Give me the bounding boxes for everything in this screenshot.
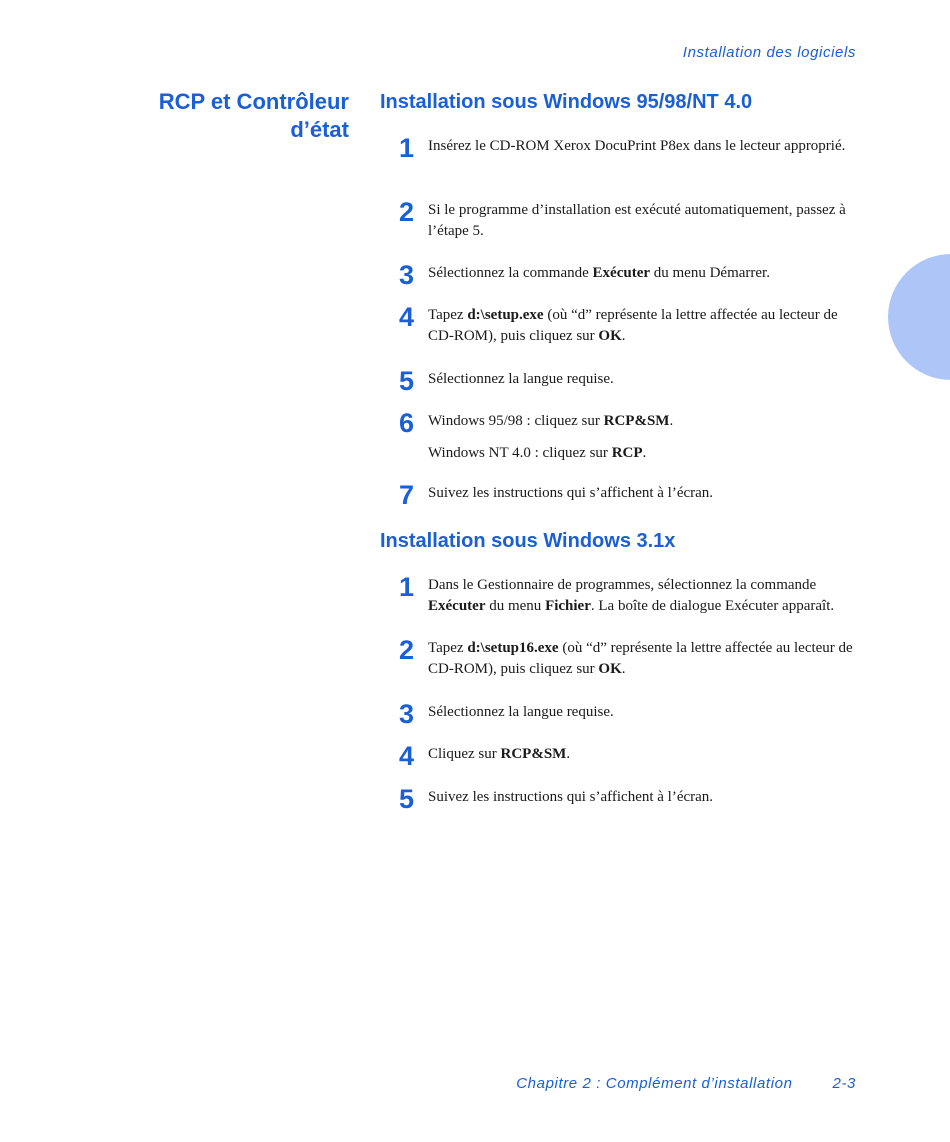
step-text-fragment: Tapez [428,640,468,656]
step-text-fragment: . [642,445,647,461]
step-paragraph [428,411,858,432]
step-text-fragment: Windows 95/98 : cliquez sur [428,413,604,429]
step-text [428,638,858,680]
step-bold-text: RCP&SM [500,746,567,762]
step-paragraph [428,369,858,390]
step-paragraph [428,136,858,157]
step-number: 3 [399,699,415,729]
step-number: 4 [399,741,415,771]
step-paragraph [428,744,858,765]
side-title-line2: d’état [290,117,349,142]
step-paragraph [428,702,858,723]
step-text-fragment: . [669,413,674,429]
step-paragraph [428,443,858,464]
step-number: 4 [399,302,415,332]
step-text [428,787,858,808]
step-number: 2 [399,635,415,665]
step-number: 3 [399,260,415,290]
step-text-fragment: Suivez les instructions qui s’affichent à l’écran. [428,485,714,501]
step-number: 1 [399,133,415,163]
step-text-fragment: du menu [485,598,546,614]
step-text [428,411,858,464]
step-text-fragment: (où “d” représente la lettre affectée au lecteur de CD-ROM), puis cliquez sur [428,307,838,344]
step-text [428,369,858,390]
step-text-fragment: Insérez le CD-ROM Xerox DocuPrint P8ex dans le lecteur approprié. [428,138,846,154]
side-title-line1: RCP et Contrôleur [158,89,349,114]
step-text-fragment: (où “d” représente la lettre affectée au lecteur de CD-ROM), puis cliquez sur [428,640,853,677]
step-text [428,305,858,347]
step-text-fragment: . [566,746,571,762]
footer-chapter: Chapitre 2 : Complément d’installation [516,1075,793,1092]
step-paragraph [428,263,858,284]
step-bold-text: RCP [611,445,643,461]
step-paragraph [428,638,858,680]
step-number: 1 [399,572,415,602]
step-number: 5 [399,784,415,814]
step-text [428,483,858,504]
step-text-fragment: du menu Démarrer. [650,265,770,281]
section-windows-31x [380,527,860,814]
step-bold-text: Exécuter [428,598,486,614]
step-text [428,575,858,617]
step-bold-text: d:\setup.exe [467,307,544,323]
page-number: 2-3 [832,1075,856,1092]
step-bold-text: OK [598,661,622,677]
step-bold-text: Exécuter [592,265,651,281]
step-text-fragment: Tapez [428,307,468,323]
section-heading: Installation sous Windows 3.1x [380,530,676,552]
step-text [428,263,858,284]
step-number: 6 [399,408,415,438]
section-windows-95-98-nt [380,88,860,510]
step-number: 5 [399,366,415,396]
chapter-tab-marker [888,254,950,380]
step-bold-text: RCP&SM [603,413,670,429]
step-bold-text: d:\setup16.exe [467,640,559,656]
step-text-fragment: . [621,328,626,344]
step-paragraph [428,483,858,504]
section-heading: Installation sous Windows 95/98/NT 4.0 [380,91,753,113]
step-text-fragment: . [621,661,626,677]
step-text-fragment: Si le programme d’installation est exécuté automatiquement, passez à l’étape 5. [428,202,846,239]
step-number: 7 [399,480,415,510]
side-title [109,88,349,144]
step-text-fragment: . La boîte de dialogue Exécuter apparaît. [590,598,835,614]
step-text-fragment: Cliquez sur [428,746,501,762]
step-text-fragment: Dans le Gestionnaire de programmes, sélectionnez la commande [428,577,817,593]
page-footer [516,1075,856,1092]
step-text-fragment: Sélectionnez la langue requise. [428,704,614,720]
step-text-fragment: Suivez les instructions qui s’affichent à l’écran. [428,789,714,805]
step-text-fragment: Sélectionnez la commande [428,265,593,281]
step-bold-text: OK [598,328,622,344]
step-text [428,702,858,723]
step-text [428,200,858,242]
step-paragraph [428,305,858,347]
step-text-fragment: Windows NT 4.0 : cliquez sur [428,445,612,461]
step-paragraph [428,787,858,808]
running-header: Installation des logiciels [682,44,856,61]
step-bold-text: Fichier [545,598,591,614]
step-paragraph [428,200,858,242]
step-number: 2 [399,197,415,227]
step-text [428,744,858,765]
step-text-fragment: Sélectionnez la langue requise. [428,371,614,387]
step-paragraph [428,575,858,617]
step-text [428,136,858,157]
